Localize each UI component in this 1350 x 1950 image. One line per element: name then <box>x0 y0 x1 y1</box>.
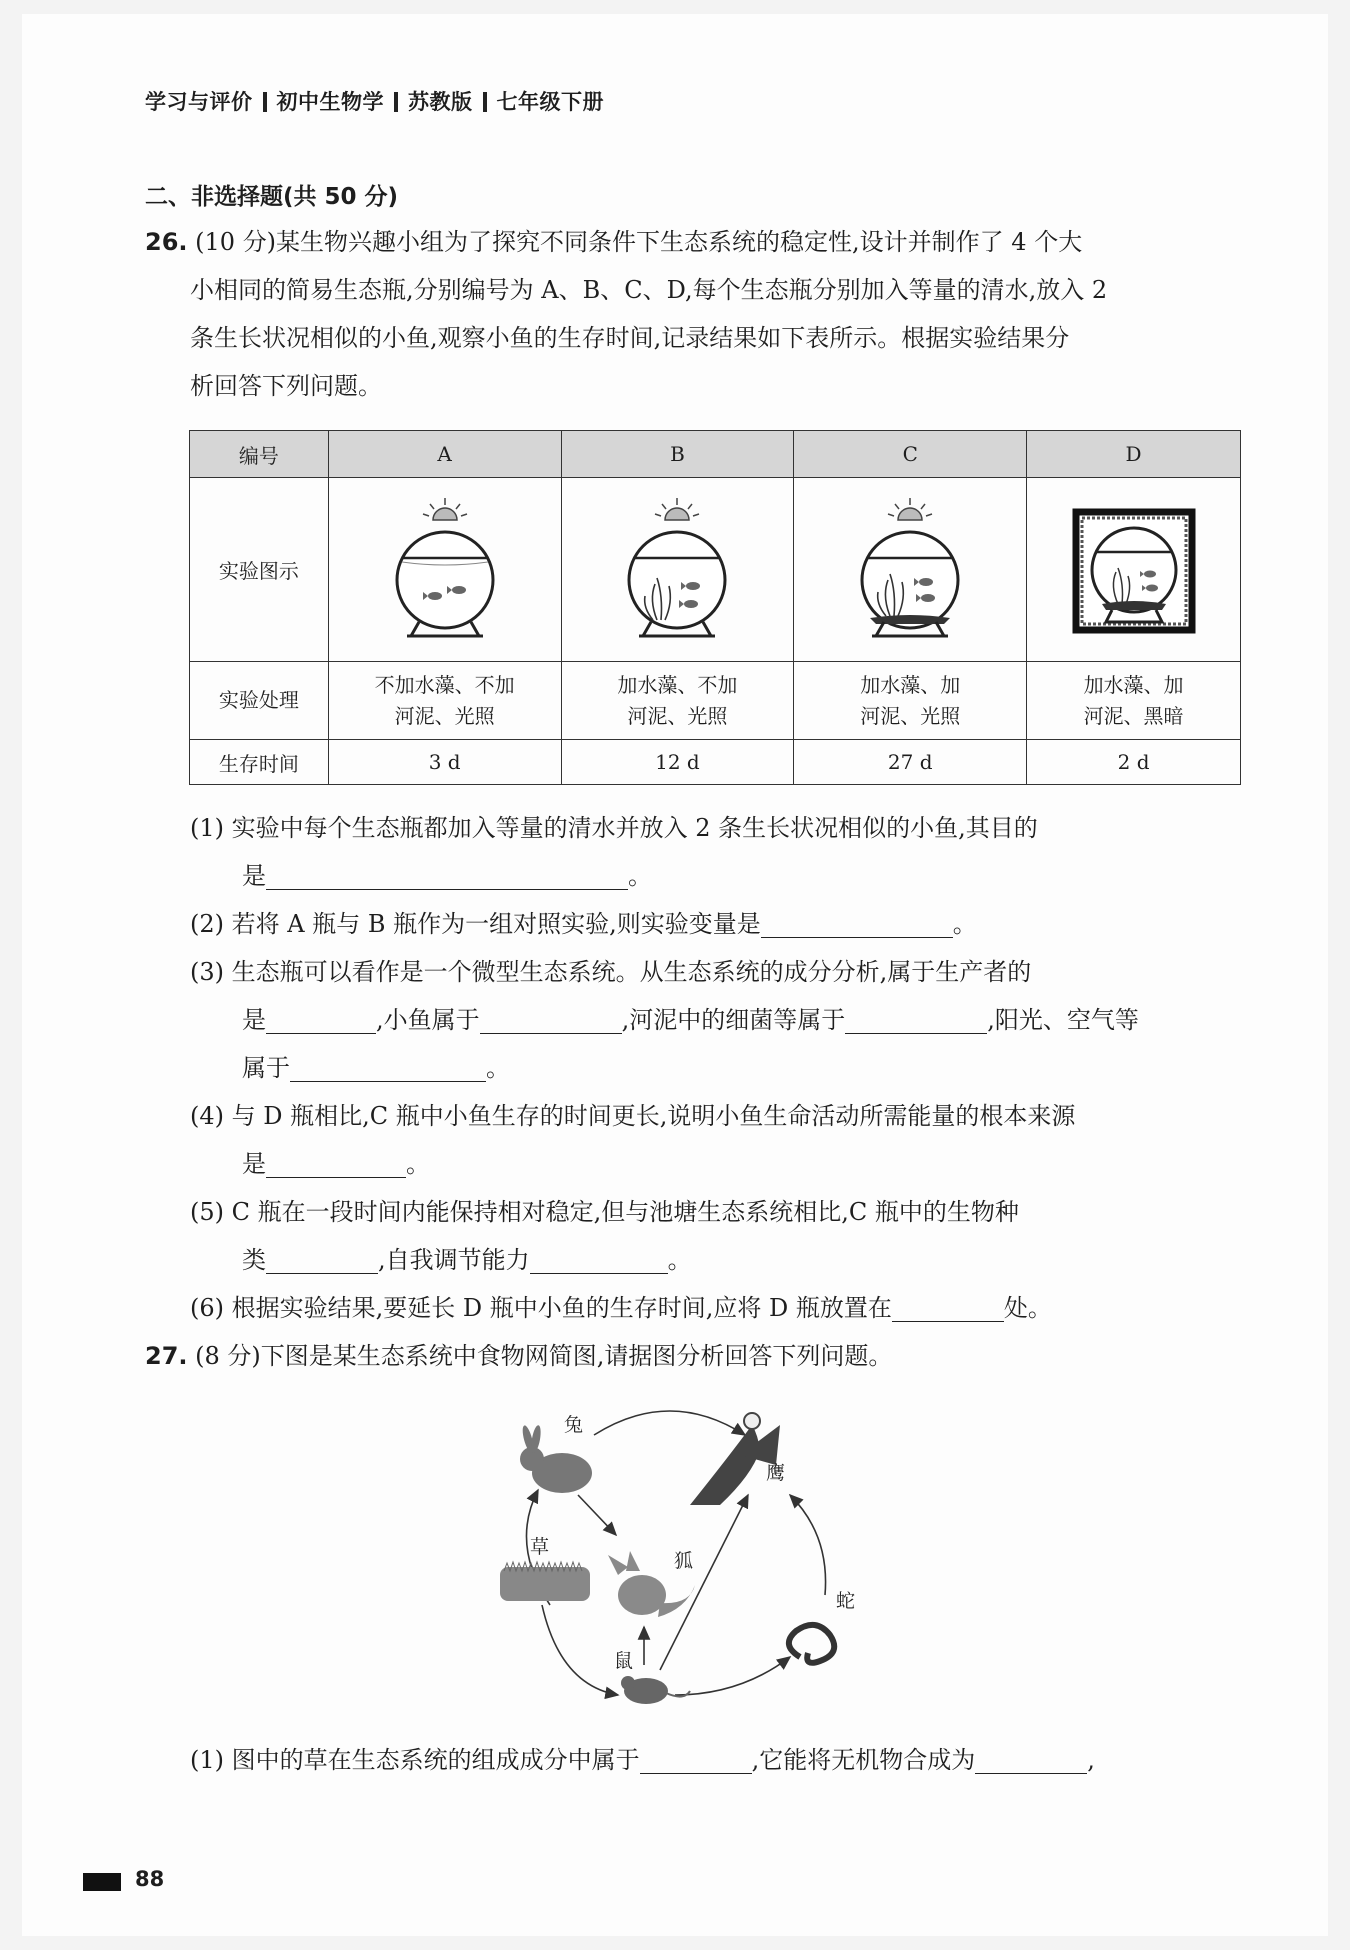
question-text: 处。 <box>1003 1294 1052 1322</box>
question-26-line-2: 小相同的简易生态瓶,分别编号为 A、B、C、D,每个生态瓶分别加入等量的清水,放入 2 <box>190 276 1108 304</box>
question-text: , <box>1087 1746 1095 1774</box>
question-number: 26. <box>145 228 188 256</box>
question-text: 是 <box>242 862 266 890</box>
label-grass: 草 <box>530 1536 550 1558</box>
row-label: 实验图示 <box>190 478 329 662</box>
question-text: 是 <box>242 1006 266 1034</box>
food-web-diagram <box>490 1395 900 1705</box>
question-text: 类 <box>242 1246 266 1274</box>
subquestion-6 <box>190 1288 1052 1323</box>
eco-bottle-illustration <box>840 492 980 642</box>
treatment-cell <box>328 662 561 740</box>
header-divider <box>394 92 398 112</box>
eco-bottle-illustration <box>375 492 515 642</box>
subquestion-4-line-1: (4) 与 D 瓶相比,C 瓶中小鱼生存的时间更长,说明小鱼生命活动所需能量的根本来源 <box>190 1102 1076 1130</box>
grass-icon <box>500 1562 590 1601</box>
treatment-text: 河泥、黑暗 <box>1083 703 1184 728</box>
bottle-b-figure <box>561 478 794 662</box>
row-label: 实验处理 <box>190 662 329 740</box>
page-number: 88 <box>135 1867 165 1891</box>
table-header-row <box>190 431 1241 478</box>
arrow-rabbit-to-fox <box>578 1495 616 1535</box>
subquestion-5-line-2 <box>242 1240 692 1275</box>
header-subject: 初中生物学 <box>276 90 384 114</box>
answer-blank[interactable] <box>266 1011 376 1034</box>
question-number: 27. <box>145 1342 188 1370</box>
sun-icon <box>655 498 699 520</box>
bottle-c-figure <box>794 478 1027 662</box>
header-edition: 苏教版 <box>408 90 473 114</box>
answer-blank[interactable] <box>640 1751 752 1774</box>
question-26-line-3: 条生长状况相似的小鱼,观察小鱼的生存时间,记录结果如下表所示。根据实验结果分 <box>190 324 1070 352</box>
snake-icon <box>789 1625 834 1663</box>
table-row-figures <box>190 478 1241 662</box>
subquestion-3-line-2 <box>242 1000 1139 1035</box>
subquestion-2 <box>190 904 977 939</box>
treatment-text: 河泥、光照 <box>860 703 961 728</box>
label-snake: 蛇 <box>836 1590 856 1612</box>
question-text: 。 <box>628 862 652 890</box>
arrow-grass-to-mouse <box>542 1605 618 1695</box>
header-divider <box>483 92 487 112</box>
answer-blank[interactable] <box>480 1011 622 1034</box>
arrow-mouse-to-eagle <box>660 1495 748 1670</box>
answer-blank[interactable] <box>266 867 628 890</box>
table-header-cell: D <box>1027 431 1241 478</box>
arrow-mouse-to-snake <box>675 1657 790 1695</box>
question-text: ,小鱼属于 <box>376 1006 480 1034</box>
question-text: (6) 根据实验结果,要延长 D 瓶中小鱼的生存时间,应将 D 瓶放置在 <box>190 1294 892 1322</box>
question-text: (2) 若将 A 瓶与 B 瓶作为一组对照实验,则实验变量是 <box>190 910 761 938</box>
answer-blank[interactable] <box>892 1299 1004 1322</box>
question-text: 。 <box>406 1150 430 1178</box>
header-divider <box>263 92 267 112</box>
header-grade: 七年级下册 <box>496 90 604 114</box>
running-header <box>145 86 604 116</box>
table-header-cell: A <box>328 431 561 478</box>
treatment-text: 河泥、光照 <box>627 703 728 728</box>
treatment-cell <box>561 662 794 740</box>
label-fox: 狐 <box>674 1550 694 1572</box>
table-header-cell: B <box>561 431 794 478</box>
question-text: (1) 图中的草在生态系统的组成成分中属于 <box>190 1746 640 1774</box>
answer-blank[interactable] <box>761 915 953 938</box>
mouse-icon <box>621 1676 690 1704</box>
table-row-survival-time <box>190 740 1241 785</box>
question-text: 。 <box>667 1246 692 1274</box>
subquestion-1-line-1: (1) 实验中每个生态瓶都加入等量的清水并放入 2 条生长状况相似的小鱼,其目的 <box>190 814 1038 842</box>
header-series: 学习与评价 <box>145 90 253 114</box>
experiment-table <box>189 430 1241 785</box>
question-text: ,它能将无机物合成为 <box>751 1746 976 1774</box>
treatment-cell <box>1027 662 1241 740</box>
treatment-text: 加水藻、加 <box>860 672 961 697</box>
question-27 <box>145 1336 892 1371</box>
sun-icon <box>888 498 932 520</box>
answer-blank[interactable] <box>290 1059 486 1082</box>
page-number-bar <box>83 1873 121 1891</box>
question-26-line-1 <box>145 222 1082 257</box>
eco-bottle-illustration <box>1064 492 1204 642</box>
question-text: ,河泥中的细菌等属于 <box>621 1006 846 1034</box>
question-text: 属于 <box>242 1054 290 1082</box>
treatment-text: 加水藻、不加 <box>617 672 738 697</box>
answer-blank[interactable] <box>266 1155 406 1178</box>
subquestion-4-line-2 <box>242 1144 430 1179</box>
treatment-text: 不加水藻、不加 <box>374 672 515 697</box>
subquestion-1-line-2 <box>242 856 652 891</box>
answer-blank[interactable] <box>845 1011 987 1034</box>
answer-blank[interactable] <box>975 1751 1087 1774</box>
bottle-a-figure <box>328 478 561 662</box>
sun-icon <box>423 498 467 520</box>
question-26-line-4: 析回答下列问题。 <box>190 372 382 400</box>
table-row-treatment <box>190 662 1241 740</box>
table-header-cell: 编号 <box>190 431 329 478</box>
label-rabbit: 兔 <box>564 1414 584 1436</box>
subquestion-5-line-1: (5) C 瓶在一段时间内能保持相对稳定,但与池塘生态系统相比,C 瓶中的生物种 <box>190 1198 1019 1226</box>
time-cell: 12 d <box>561 740 794 785</box>
row-label: 生存时间 <box>190 740 329 785</box>
eagle-icon <box>690 1413 780 1505</box>
subquestion-3-line-1: (3) 生态瓶可以看作是一个微型生态系统。从生态系统的成分分析,属于生产者的 <box>190 958 1032 986</box>
treatment-text: 加水藻、加 <box>1083 672 1184 697</box>
treatment-cell <box>794 662 1027 740</box>
treatment-text: 河泥、光照 <box>394 703 495 728</box>
bottle-d-figure <box>1027 478 1241 662</box>
answer-blank[interactable] <box>530 1251 668 1274</box>
question-text: ,阳光、空气等 <box>987 1006 1139 1034</box>
section-title: 二、非选择题(共 50 分) <box>145 184 399 210</box>
time-cell: 2 d <box>1027 740 1241 785</box>
question-text: (8 分)下图是某生态系统中食物网简图,请据图分析回答下列问题。 <box>195 1342 893 1370</box>
time-cell: 27 d <box>794 740 1027 785</box>
label-mouse: 鼠 <box>614 1650 634 1672</box>
question-27-subquestion-1 <box>190 1740 1095 1775</box>
answer-blank[interactable] <box>266 1251 378 1274</box>
table-header-cell: C <box>794 431 1027 478</box>
subquestion-3-line-3 <box>242 1048 510 1083</box>
question-text: ,自我调节能力 <box>378 1246 530 1274</box>
time-cell: 3 d <box>328 740 561 785</box>
label-eagle: 鹰 <box>766 1462 786 1484</box>
eco-bottle-illustration <box>607 492 747 642</box>
question-text: (10 分)某生物兴趣小组为了探究不同条件下生态系统的稳定性,设计并制作了 4 个大 <box>195 228 1083 256</box>
question-text: 是 <box>242 1150 266 1178</box>
arrow-rabbit-to-eagle <box>594 1411 745 1435</box>
question-text: 。 <box>486 1054 510 1082</box>
question-text: 。 <box>952 910 977 938</box>
arrow-snake-to-eagle <box>790 1495 826 1595</box>
